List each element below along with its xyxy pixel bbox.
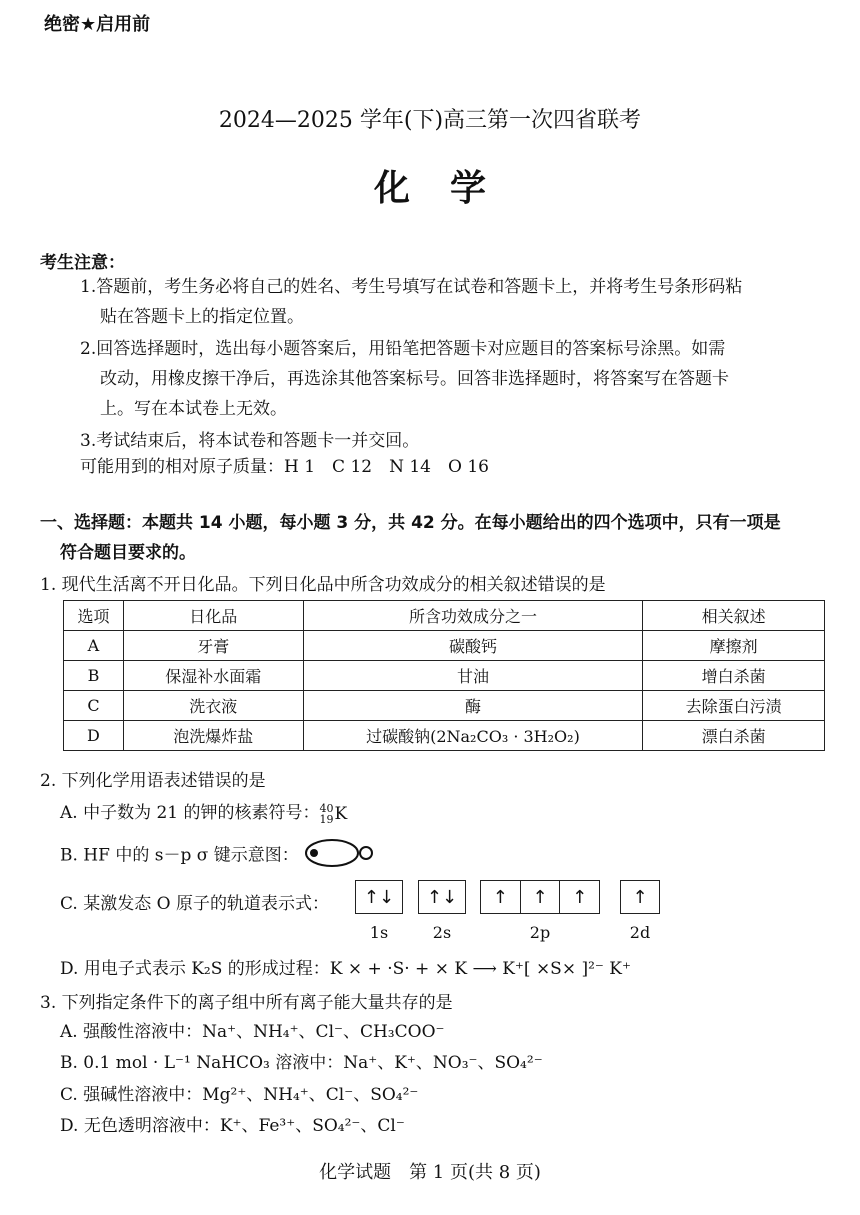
page-footer: 化学试题 第 1 页(共 8 页) [319, 1162, 541, 1183]
question-3-option-b: B. 0.1 mol · L⁻¹ NaHCO₃ 溶液中：Na⁺、K⁺、NO₃⁻、SO₄²⁻ [60, 1053, 543, 1073]
table-row [64, 721, 825, 751]
orbital-arrows: ↑ [559, 881, 599, 913]
question-1-stem: 1. 现代生活离不开日化品。下列日化品中所含功效成分的相关叙述错误的是 [40, 575, 606, 595]
notice-item-1-line-2: 贴在答题卡上的指定位置。 [100, 307, 304, 327]
table-cell: 甘油 [303, 661, 643, 691]
question-3-option-c: C. 强碱性溶液中：Mg²⁺、NH₄⁺、Cl⁻、SO₄²⁻ [60, 1085, 419, 1105]
table-row [64, 691, 825, 721]
table-cell: B [64, 661, 124, 691]
orbital-overlap-icon [304, 838, 380, 868]
notice-item-1 [80, 272, 830, 332]
table-cell: 牙膏 [123, 631, 303, 661]
notice-item-2 [80, 334, 830, 424]
table-cell: 酶 [303, 691, 643, 721]
question-3-option-a: A. 强酸性溶液中：Na⁺、NH₄⁺、Cl⁻、CH₃COO⁻ [60, 1022, 445, 1042]
section-1-heading-line-1: 一、选择题：本题共 14 小题，每小题 3 分，共 42 分。在每小题给出的四个选项中，只有一项是 [40, 513, 781, 533]
table-cell: 过碳酸钠(2Na₂CO₃ · 3H₂O₂) [303, 721, 643, 751]
notice-item-3: 3.考试结束后，将本试卷和答题卡一并交回。 [80, 431, 420, 451]
table-cell: 泡洗爆炸盐 [123, 721, 303, 751]
subject-title: 化学 [373, 168, 526, 209]
notice-heading: 考生注意： [40, 253, 125, 273]
table-cell: C [64, 691, 124, 721]
section-1-heading [40, 508, 832, 568]
table-row [64, 661, 825, 691]
table-cell: 增白杀菌 [643, 661, 825, 691]
orbital-box-2d [620, 880, 660, 914]
exam-title: 2024—2025 学年(下)高三第一次四省联考 [218, 108, 642, 133]
table-cell: 碳酸钙 [303, 631, 643, 661]
orbital-box-2p [480, 880, 600, 914]
table-cell: A [64, 631, 124, 661]
table-cell: 保湿补水面霜 [123, 661, 303, 691]
confidential-label: 绝密★启用前 [44, 14, 151, 35]
header-cell: 所含功效成分之一 [303, 601, 643, 631]
table-cell: 摩擦剂 [643, 631, 825, 661]
orbital-label-1s: 1s [369, 923, 389, 942]
orbital-label-2p: 2p [529, 923, 551, 942]
question-3-stem: 3. 下列指定条件下的离子组中所有离子能大量共存的是 [40, 993, 453, 1013]
nuclide-atomic-number: 19 [319, 812, 334, 826]
nuclide-element: K [334, 803, 348, 824]
question-2-stem: 2. 下列化学用语表述错误的是 [40, 771, 266, 791]
orbital-box-1s [355, 880, 403, 914]
table-cell: D [64, 721, 124, 751]
table-cell: 漂白杀菌 [643, 721, 825, 751]
orbital-box-2s [418, 880, 466, 914]
question-2-option-b [60, 838, 380, 868]
notice-item-1-line-1: 1.答题前，考生务必将自己的姓名、考生号填写在试卷和答题卡上，并将考生号条形码粘 [80, 277, 743, 297]
question-2-option-c: C. 某激发态 O 原子的轨道表示式： [60, 894, 329, 914]
orbital-arrows: ↑ [492, 886, 508, 908]
nuclide-mass-number: 40 [319, 801, 334, 815]
table-cell: 去除蛋白污渍 [643, 691, 825, 721]
nuclide-symbol [320, 803, 348, 825]
notice-item-2-line-3: 上。写在本试卷上无效。 [100, 399, 287, 419]
orbital-arrows: ↑ [632, 886, 648, 908]
header-cell: 日化品 [123, 601, 303, 631]
orbital-arrows: ↑↓ [426, 886, 458, 908]
table-header-row [64, 601, 825, 631]
atomic-mass-line: 可能用到的相对原子质量：H 1 C 12 N 14 O 16 [80, 457, 489, 477]
option-b-text: B. HF 中的 s－p σ 键示意图： [60, 845, 299, 866]
question-3-option-d: D. 无色透明溶液中：K⁺、Fe³⁺、SO₄²⁻、Cl⁻ [60, 1116, 405, 1136]
orbital-arrows: ↑ [520, 881, 560, 913]
question-1-table [63, 600, 825, 751]
notice-item-2-line-1: 2.回答选择题时，选出每小题答案后，用铅笔把答题卡对应题目的答案标号涂黑。如需 [80, 339, 726, 359]
orbital-label-2s: 2s [432, 923, 452, 942]
header-cell: 相关叙述 [643, 601, 825, 631]
orbital-arrows: ↑↓ [363, 886, 395, 908]
notice-item-2-line-2: 改动，用橡皮擦干净后，再选涂其他答案标号。回答非选择题时，将答案写在答题卡 [100, 369, 729, 389]
section-1-heading-line-2: 符合题目要求的。 [60, 543, 196, 563]
option-a-text: A. 中子数为 21 的钾的核素符号： [60, 803, 320, 823]
question-2-option-d: D. 用电子式表示 K₂S 的形成过程：K × + ·S· + × K ⟶ K⁺[ ×S× ]²⁻ K⁺ [60, 959, 631, 979]
table-cell: 洗衣液 [123, 691, 303, 721]
orbital-label-2d: 2d [629, 923, 651, 942]
header-cell: 选项 [64, 601, 124, 631]
question-2-option-a [60, 798, 347, 825]
table-row [64, 631, 825, 661]
